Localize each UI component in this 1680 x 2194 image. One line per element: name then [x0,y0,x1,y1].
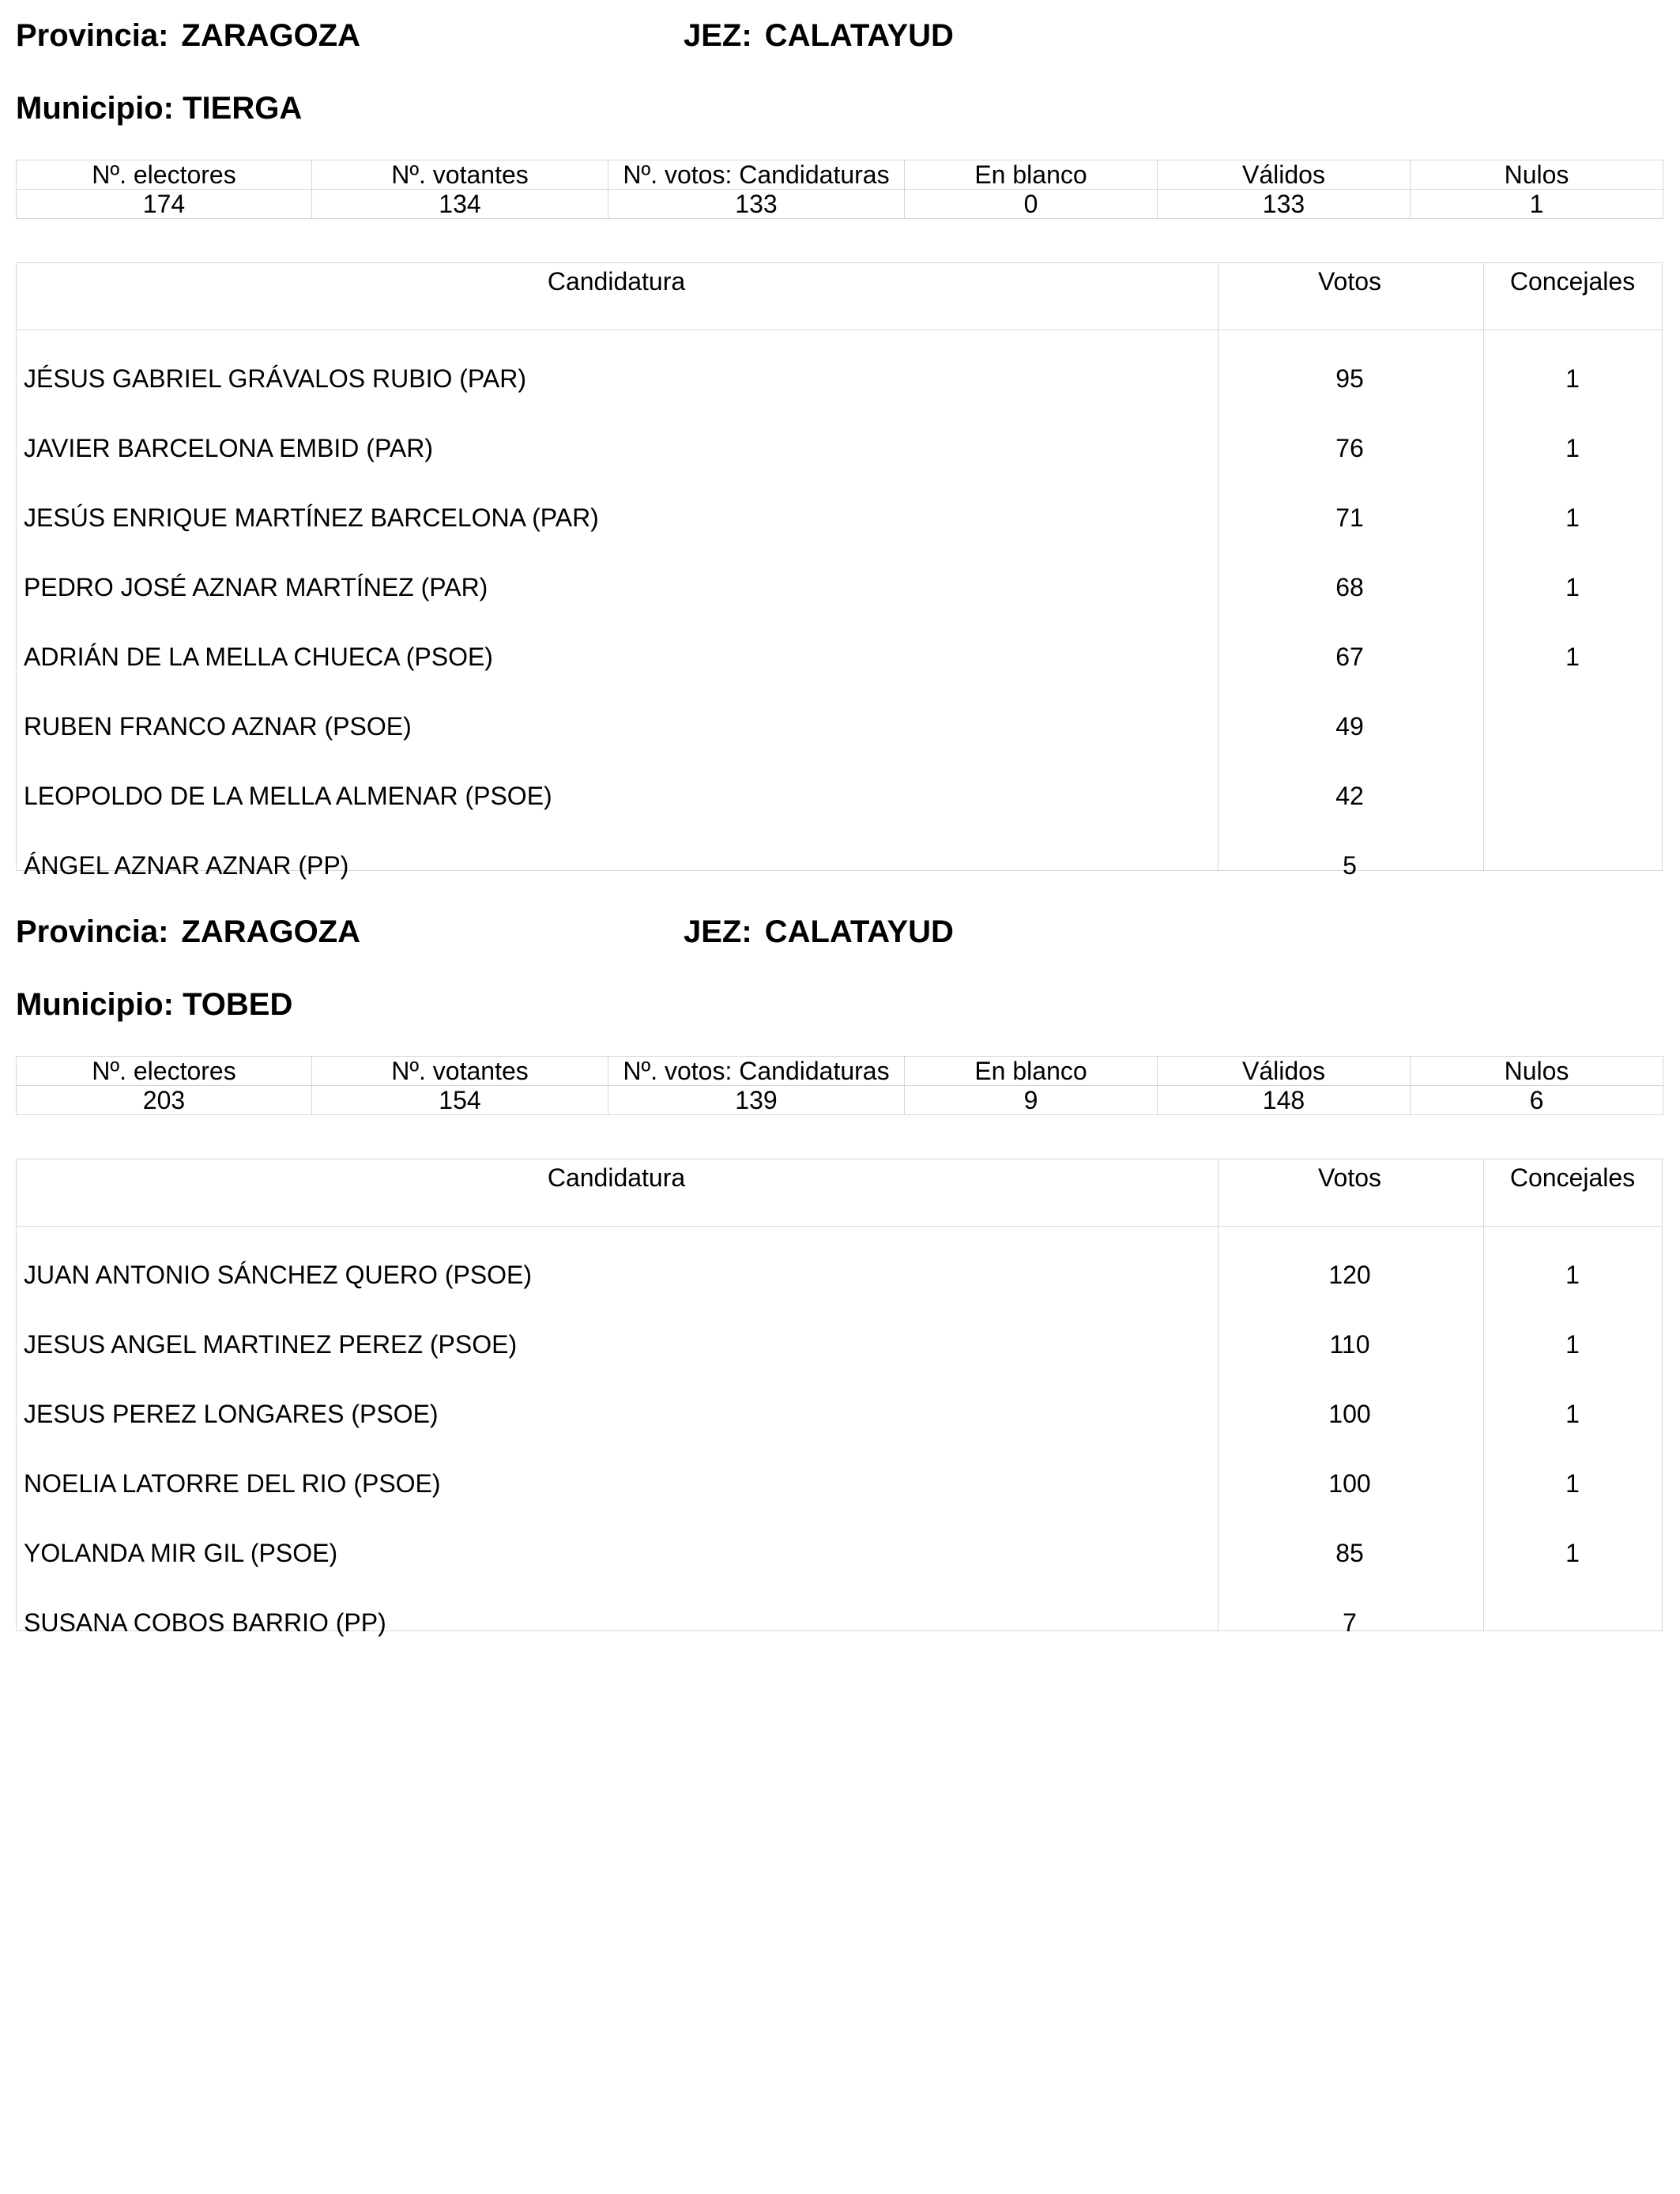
candidate-name: JESUS PEREZ LONGARES (PSOE) [24,1400,439,1428]
candidate-concejales: 1 [1565,1469,1580,1498]
candidate-concejales [1482,831,1663,900]
provincia-label: Provincia: [16,18,169,53]
jez-label: JEZ: [684,18,752,53]
municipio-section-tierga [16,17,1663,880]
candidate-votos: 76 [1335,434,1364,462]
jez-value: CALATAYUD [764,914,954,949]
provincia-heading [16,17,1663,54]
summary-value-en-blanco: 9 [905,1086,1158,1115]
table-row [16,692,1663,761]
candidate-votos: 120 [1328,1261,1371,1289]
municipio-label: Municipio: [16,91,174,126]
provincia-value: ZARAGOZA [181,914,361,949]
header-votos: Votos [1217,1159,1482,1227]
candidate-concejales: 1 [1565,364,1580,393]
candidate-votos: 100 [1328,1400,1371,1428]
summary-value-validos: 133 [1158,190,1411,219]
candidate-votos: 100 [1328,1469,1371,1498]
summary-header-en-blanco: En blanco [905,160,1158,190]
header-concejales: Concejales [1482,262,1663,330]
summary-header-votantes: Nº. votantes [312,160,608,190]
municipio-heading [16,90,302,126]
table-row [16,831,1663,900]
summary-value-row [17,190,1663,219]
summary-value-row [17,1086,1663,1115]
candidate-concejales: 1 [1565,503,1580,532]
candidate-votos: 67 [1335,643,1364,671]
jez-value: CALATAYUD [764,18,954,53]
candidate-name: JAVIER BARCELONA EMBID (PAR) [24,434,434,462]
candidate-votos: 68 [1335,573,1364,601]
table-row [16,1379,1663,1449]
table-row [16,1449,1663,1518]
municipio-heading [16,986,292,1023]
summary-header-electores: Nº. electores [17,1057,312,1086]
municipio-section-tobed [16,914,1663,1641]
table-row [16,1588,1663,1657]
summary-header-validos: Válidos [1158,160,1411,190]
summary-value-nulos: 6 [1411,1086,1663,1115]
summary-value-votos-candidaturas: 133 [608,190,905,219]
summary-header-votos-candidaturas: Nº. votos: Candidaturas [608,160,905,190]
summary-header-votantes: Nº. votantes [312,1057,608,1086]
candidate-name: YOLANDA MIR GIL (PSOE) [24,1539,338,1567]
candidate-concejales: 1 [1565,434,1580,462]
jez-heading [684,17,954,54]
candidate-votos: 110 [1329,1330,1370,1359]
summary-header-en-blanco: En blanco [905,1057,1158,1086]
jez-label: JEZ: [684,914,752,949]
summary-header-votos-candidaturas: Nº. votos: Candidaturas [608,1057,905,1086]
candidate-table [16,1159,1663,1657]
candidate-concejales [1482,761,1663,831]
summary-value-votantes: 154 [312,1086,608,1115]
table-row [16,761,1663,831]
candidate-votos: 49 [1335,712,1364,741]
candidate-name: SUSANA COBOS BARRIO (PP) [24,1608,386,1637]
municipio-label: Municipio: [16,987,174,1022]
summary-value-validos: 148 [1158,1086,1411,1115]
candidate-concejales: 1 [1565,1330,1580,1359]
table-row [16,413,1663,483]
summary-header-validos: Válidos [1158,1057,1411,1086]
candidate-name: JESUS ANGEL MARTINEZ PEREZ (PSOE) [24,1330,518,1359]
summary-value-electores: 174 [17,190,312,219]
candidate-votos: 71 [1335,503,1364,532]
candidate-header-row [16,262,1663,330]
summary-header-nulos: Nulos [1411,1057,1663,1086]
table-row [16,552,1663,622]
candidate-votos: 7 [1343,1608,1357,1637]
table-row [16,1310,1663,1379]
summary-header-row [17,160,1663,190]
candidate-name: JUAN ANTONIO SÁNCHEZ QUERO (PSOE) [24,1261,533,1289]
header-concejales: Concejales [1482,1159,1663,1227]
candidate-votos: 95 [1335,364,1364,393]
summary-table [16,1056,1663,1115]
candidate-concejales: 1 [1565,573,1580,601]
table-row [16,622,1663,692]
candidate-name: LEOPOLDO DE LA MELLA ALMENAR (PSOE) [24,782,552,810]
summary-value-votos-candidaturas: 139 [608,1086,905,1115]
candidate-name: JESÚS ENRIQUE MARTÍNEZ BARCELONA (PAR) [24,503,599,532]
header-votos: Votos [1217,262,1482,330]
summary-value-votantes: 134 [312,190,608,219]
candidate-concejales [1482,1588,1663,1657]
candidate-concejales: 1 [1565,1400,1580,1428]
table-row [16,483,1663,552]
summary-value-electores: 203 [17,1086,312,1115]
candidate-votos: 42 [1335,782,1364,810]
summary-header-row [17,1057,1663,1086]
header-candidatura: Candidatura [16,1159,1217,1227]
candidate-concejales: 1 [1565,1539,1580,1567]
candidate-concejales: 1 [1565,1261,1580,1289]
summary-value-nulos: 1 [1411,190,1663,219]
provincia-value: ZARAGOZA [181,18,361,53]
candidate-name: PEDRO JOSÉ AZNAR MARTÍNEZ (PAR) [24,573,488,601]
candidate-name: RUBEN FRANCO AZNAR (PSOE) [24,712,412,741]
table-row [16,330,1663,414]
candidate-votos: 85 [1335,1539,1364,1567]
municipio-value: TOBED [183,987,293,1022]
candidate-concejales: 1 [1565,643,1580,671]
candidate-votos: 5 [1343,851,1357,880]
header-candidatura: Candidatura [16,262,1217,330]
candidate-name: ADRIÁN DE LA MELLA CHUECA (PSOE) [24,643,493,671]
summary-table [16,160,1663,219]
provincia-heading [16,914,1663,950]
candidate-name: ÁNGEL AZNAR AZNAR (PP) [24,851,349,880]
table-row [16,1227,1663,1310]
candidate-table [16,262,1663,900]
summary-value-en-blanco: 0 [905,190,1158,219]
candidate-header-row [16,1159,1663,1227]
jez-heading [684,914,954,950]
candidate-concejales [1482,692,1663,761]
provincia-label: Provincia: [16,914,169,949]
candidate-name: JÉSUS GABRIEL GRÁVALOS RUBIO (PAR) [24,364,526,393]
table-row [16,1518,1663,1588]
municipio-value: TIERGA [183,91,303,126]
candidate-name: NOELIA LATORRE DEL RIO (PSOE) [24,1469,441,1498]
summary-header-electores: Nº. electores [17,160,312,190]
summary-header-nulos: Nulos [1411,160,1663,190]
